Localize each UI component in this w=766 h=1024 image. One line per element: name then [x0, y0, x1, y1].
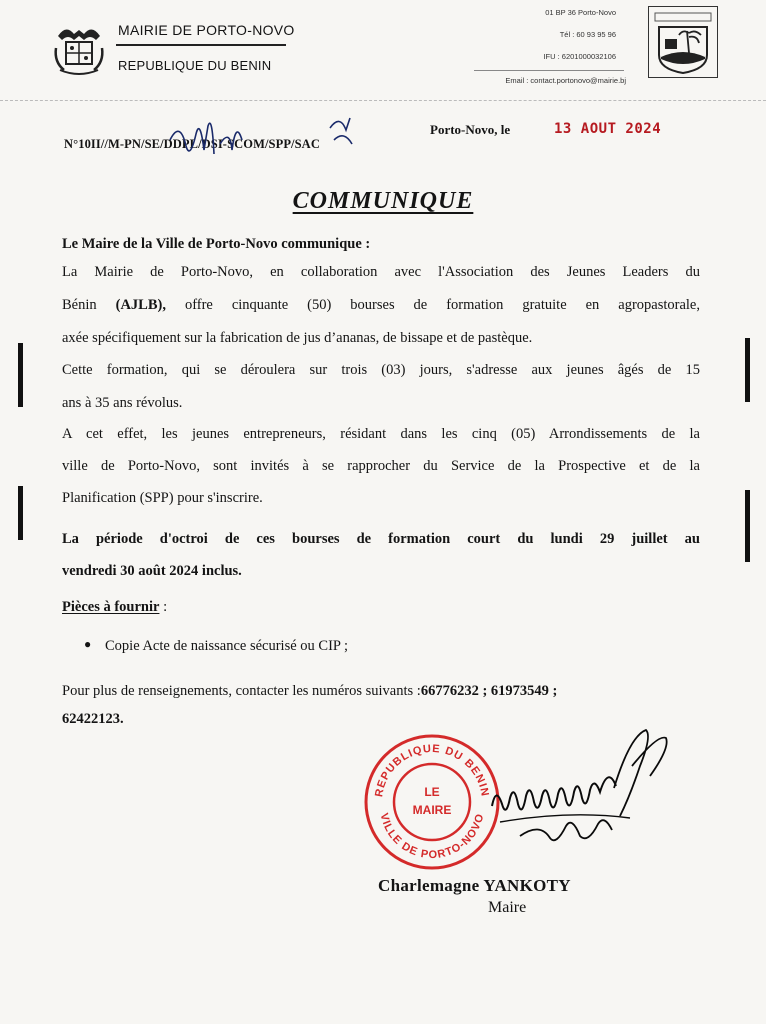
scan-edge-mark [745, 490, 750, 562]
scan-edge-mark [18, 486, 23, 540]
porto-novo-city-logo-icon [648, 6, 718, 78]
paragraph-3-line-2: ville de Porto-Novo, sont invités à se rapprocher du Service de la Prospective et de la [62, 458, 700, 474]
seal-ring-top-text: REPUBLIQUE DU BENIN [373, 742, 491, 798]
benin-coat-of-arms-icon [52, 22, 106, 78]
paragraph-4-line-1: La période d'octroi de ces bourses de formation court du lundi 29 juillet au [62, 531, 700, 547]
paragraph-2-line-2: ans à 35 ans révolus. [62, 395, 183, 411]
contact-ifu: IFU : 6201000032106 [543, 52, 616, 61]
paragraph-1-line-3: axée spécifiquement sur la fabrication de jus d’ananas, de bissape et de pastèque. [62, 330, 533, 346]
pieces-heading-colon: : [159, 599, 168, 615]
paragraph-2-line-1: Cette formation, qui se déroulera sur trois (03) jours, s'adresse aux jeunes âgés de 15 [62, 362, 700, 378]
paragraph-1-line-1: La Mairie de Porto-Novo, en collaboration avec l'Association des Jeunes Leaders du [62, 264, 700, 280]
header-rule [116, 44, 286, 46]
pieces-heading [62, 599, 167, 616]
communique-intro: Le Maire de la Ville de Porto-Novo communique : [62, 236, 371, 252]
paragraph-3-line-1: A cet effet, les jeunes entrepreneurs, résidant dans les cinq (05) Arrondissements de la [62, 426, 700, 442]
pieces-heading-text: Pièces à fournir [62, 599, 160, 615]
seal-ring-bottom-text: VILLE DE PORTO-NOVO [377, 811, 487, 862]
contact-numbers: 66776232 ; 61973549 ; [420, 683, 558, 699]
document-title: COMMUNIQUE [292, 188, 474, 214]
pieces-list-item: Copie Acte de naissance sécurisé ou CIP ; [105, 638, 349, 654]
paragraph-4-line-2: vendredi 30 août 2024 inclus. [62, 563, 242, 579]
contact-email: Email : contact.portonovo@mairie.bj [505, 76, 626, 85]
document-date-stamp: 13 AOUT 2024 [554, 121, 662, 137]
bullet-icon: ● [84, 637, 92, 651]
contact-bp: 01 BP 36 Porto-Novo [545, 8, 616, 17]
republic-name: REPUBLIQUE DU BENIN [118, 58, 272, 73]
initials-scribble-icon [160, 110, 390, 170]
signatory-name: Charlemagne YANKOTY [378, 876, 571, 895]
reference-number: N°10II//M-PN/SE/DDPL/DSI-SCOM/SPP/SAC [64, 137, 320, 151]
document-place: Porto-Novo, le [430, 122, 511, 137]
svg-text:VILLE DE PORTO-NOVO [378, 812, 487, 861]
contact-line-1 [62, 683, 557, 700]
contact-intro: Pour plus de renseignements, contacter les numéros suivants : [62, 683, 421, 699]
signatory-title: Maire [488, 899, 527, 916]
contact-phone: Tél : 60 93 95 96 [559, 30, 616, 39]
header-divider [0, 100, 766, 101]
scan-edge-mark [745, 338, 750, 402]
text-segment: Bénin [62, 297, 116, 313]
paragraph-3-line-3: Planification (SPP) pour s'inscrire. [62, 490, 263, 506]
contact-line-2: 62422123. [62, 711, 124, 727]
paragraph-1-line-2 [62, 297, 700, 314]
ajlb-abbreviation: (AJLB), [115, 297, 166, 313]
text-segment: offre cinquante (50) bourses de formation gratuite en agropastorale, [165, 297, 700, 313]
scan-edge-mark [18, 343, 23, 407]
mairie-name: MAIRIE DE PORTO-NOVO [118, 22, 295, 38]
seal-center-bottom: MAIRE [412, 803, 452, 817]
contact-rule [474, 70, 624, 71]
seal-center-top: LE [424, 785, 440, 799]
mayor-signature-icon [480, 726, 680, 856]
